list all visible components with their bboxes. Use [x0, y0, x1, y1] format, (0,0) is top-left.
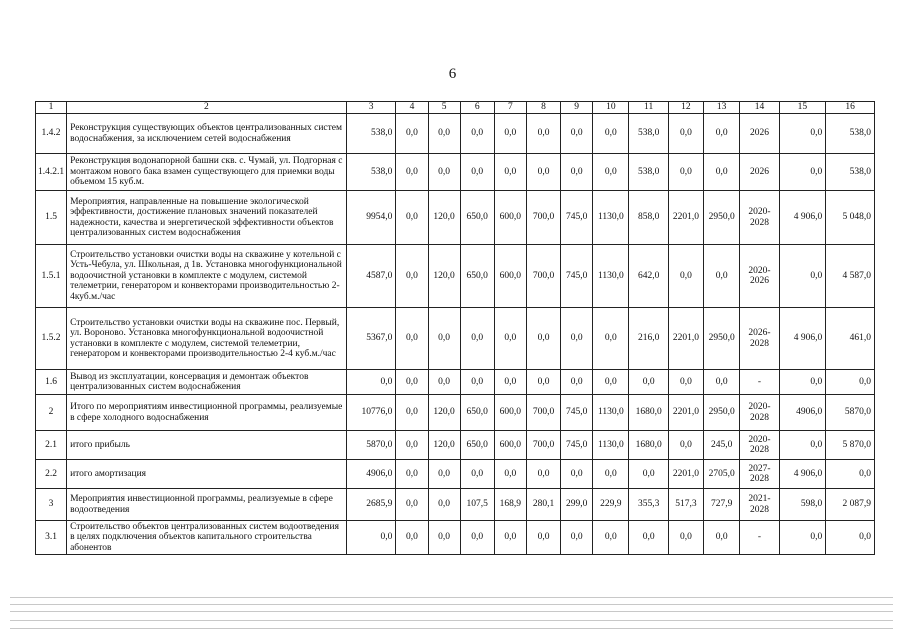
header-cell: 1: [36, 102, 67, 114]
table-row: [36, 191, 875, 245]
value-cell: 700,0: [526, 395, 560, 431]
page-number: 6: [448, 66, 457, 82]
value-cell: 0,0: [494, 154, 526, 191]
value-cell: 0,0: [526, 114, 560, 154]
table-row: [36, 489, 875, 521]
value-cell: 4587,0: [346, 245, 396, 308]
value-cell: 0,0: [826, 521, 875, 555]
value-cell: 0,0: [460, 114, 494, 154]
row-description: Строительство объектов централизованных систем водоотведения в целях подключения объектов капитального строительства абонентов: [67, 521, 347, 555]
header-cell: 3: [346, 102, 396, 114]
value-cell: 0,0: [460, 154, 494, 191]
value-cell: 538,0: [346, 114, 396, 154]
value-cell: 0,0: [494, 370, 526, 395]
table-row: [36, 431, 875, 460]
value-cell: 0,0: [593, 154, 629, 191]
value-cell: 650,0: [460, 431, 494, 460]
row-description: итого прибыль: [67, 431, 347, 460]
header-cell: 5: [428, 102, 460, 114]
row-number: 2: [36, 395, 67, 431]
value-cell: -: [740, 521, 779, 555]
value-cell: 0,0: [704, 245, 740, 308]
value-cell: 0,0: [428, 154, 460, 191]
header-cell: 9: [561, 102, 593, 114]
value-cell: 745,0: [561, 431, 593, 460]
row-number: 2.1: [36, 431, 67, 460]
value-cell: 0,0: [526, 370, 560, 395]
row-description: Строительство установки очистки воды на скважине пос. Первый, ул. Вороново. Установка многофункциональной водоочистной установки в комплекте с модулем, системой телеметрии, генератором и конвекторами производительностью 2-4 куб.м./час: [67, 308, 347, 370]
row-number: 2.2: [36, 460, 67, 489]
header-cell: 12: [668, 102, 703, 114]
value-cell: 0,0: [428, 308, 460, 370]
value-cell: 10776,0: [346, 395, 396, 431]
header-cell: 16: [826, 102, 875, 114]
value-cell: 2950,0: [704, 191, 740, 245]
value-cell: 0,0: [428, 460, 460, 489]
value-cell: 0,0: [668, 154, 703, 191]
value-cell: 0,0: [526, 308, 560, 370]
value-cell: 0,0: [779, 154, 826, 191]
value-cell: 0,0: [494, 308, 526, 370]
value-cell: 0,0: [668, 521, 703, 555]
value-cell: 2201,0: [668, 308, 703, 370]
value-cell: 0,0: [826, 370, 875, 395]
value-cell: -: [740, 370, 779, 395]
value-cell: 0,0: [396, 154, 428, 191]
value-cell: 0,0: [346, 370, 396, 395]
value-cell: 0,0: [593, 114, 629, 154]
value-cell: 0,0: [779, 114, 826, 154]
row-number: 3: [36, 489, 67, 521]
value-cell: 2950,0: [704, 308, 740, 370]
header-cell: 2: [67, 102, 347, 114]
table-row: [36, 370, 875, 395]
table-row: [36, 460, 875, 489]
value-cell: 5870,0: [826, 395, 875, 431]
value-cell: 700,0: [526, 431, 560, 460]
value-cell: 0,0: [629, 370, 668, 395]
value-cell: 461,0: [826, 308, 875, 370]
value-cell: 355,3: [629, 489, 668, 521]
value-cell: 5 048,0: [826, 191, 875, 245]
value-cell: 0,0: [494, 460, 526, 489]
value-cell: 1680,0: [629, 431, 668, 460]
value-cell: 280,1: [526, 489, 560, 521]
value-cell: 0,0: [428, 370, 460, 395]
value-cell: 0,0: [460, 370, 494, 395]
value-cell: 0,0: [561, 370, 593, 395]
value-cell: 2201,0: [668, 460, 703, 489]
header-cell: 6: [460, 102, 494, 114]
value-cell: 600,0: [494, 245, 526, 308]
value-cell: 0,0: [396, 370, 428, 395]
value-cell: 538,0: [629, 154, 668, 191]
value-cell: 0,0: [346, 521, 396, 555]
value-cell: 0,0: [396, 245, 428, 308]
value-cell: 0,0: [396, 521, 428, 555]
value-cell: 4 906,0: [779, 308, 826, 370]
value-cell: 598,0: [779, 489, 826, 521]
value-cell: 2020-2028: [740, 191, 779, 245]
value-cell: 2021-2028: [740, 489, 779, 521]
value-cell: 0,0: [460, 460, 494, 489]
value-cell: 0,0: [629, 521, 668, 555]
value-cell: 0,0: [668, 370, 703, 395]
value-cell: 229,9: [593, 489, 629, 521]
value-cell: 2950,0: [704, 395, 740, 431]
value-cell: 5367,0: [346, 308, 396, 370]
value-cell: 0,0: [779, 245, 826, 308]
value-cell: 2026: [740, 154, 779, 191]
value-cell: 1130,0: [593, 431, 629, 460]
table-row: [36, 308, 875, 370]
value-cell: 650,0: [460, 191, 494, 245]
value-cell: 4 906,0: [779, 191, 826, 245]
table-row: [36, 114, 875, 154]
value-cell: 0,0: [704, 114, 740, 154]
row-description: Реконструкция существующих объектов централизованных систем водоснабжения, за исключением сетей водоснабжения: [67, 114, 347, 154]
value-cell: 2026-2028: [740, 308, 779, 370]
value-cell: 0,0: [561, 154, 593, 191]
value-cell: 0,0: [428, 489, 460, 521]
value-cell: 0,0: [396, 191, 428, 245]
value-cell: 1130,0: [593, 245, 629, 308]
value-cell: 0,0: [779, 521, 826, 555]
value-cell: 2705,0: [704, 460, 740, 489]
table-row: [36, 521, 875, 555]
table-row: [36, 245, 875, 308]
value-cell: 107,5: [460, 489, 494, 521]
value-cell: 2027-2028: [740, 460, 779, 489]
value-cell: 600,0: [494, 191, 526, 245]
row-number: 1.4.2: [36, 114, 67, 154]
value-cell: 2685,9: [346, 489, 396, 521]
value-cell: 642,0: [629, 245, 668, 308]
value-cell: 2201,0: [668, 191, 703, 245]
row-description: Мероприятия инвестиционной программы, реализуемые в сфере водоотведения: [67, 489, 347, 521]
value-cell: 4 906,0: [779, 460, 826, 489]
value-cell: 0,0: [629, 460, 668, 489]
header-cell: 15: [779, 102, 826, 114]
value-cell: 0,0: [396, 489, 428, 521]
value-cell: 0,0: [561, 460, 593, 489]
table-row: [36, 395, 875, 431]
row-number: 1.4.2.1: [36, 154, 67, 191]
scan-line: [10, 611, 893, 612]
row-description: итого амортизация: [67, 460, 347, 489]
row-description: Строительство установки очистки воды на скважине у котельной с Усть-Чебула, ул. Школьная, д 1в. Установка многофункциональной водоочистной установки в комплекте с модулем, системой телеметрии, генератором и конвекторами производительностью 2-4куб.м./час: [67, 245, 347, 308]
value-cell: 0,0: [593, 370, 629, 395]
value-cell: 120,0: [428, 431, 460, 460]
value-cell: 2 087,9: [826, 489, 875, 521]
row-number: 1.5: [36, 191, 67, 245]
header-cell: 7: [494, 102, 526, 114]
row-number: 3.1: [36, 521, 67, 555]
header-cell: 14: [740, 102, 779, 114]
value-cell: 0,0: [396, 395, 428, 431]
value-cell: 0,0: [826, 460, 875, 489]
scan-line: [10, 628, 893, 629]
value-cell: 120,0: [428, 395, 460, 431]
value-cell: 0,0: [428, 114, 460, 154]
value-cell: 0,0: [779, 370, 826, 395]
row-number: 1.6: [36, 370, 67, 395]
value-cell: 0,0: [396, 431, 428, 460]
value-cell: 600,0: [494, 395, 526, 431]
value-cell: 0,0: [396, 460, 428, 489]
value-cell: 0,0: [704, 521, 740, 555]
value-cell: 0,0: [704, 154, 740, 191]
value-cell: 0,0: [396, 308, 428, 370]
row-description: Итого по мероприятиям инвестиционной программы, реализуемые в сфере холодного водоснабжения: [67, 395, 347, 431]
value-cell: 4906,0: [346, 460, 396, 489]
value-cell: 538,0: [346, 154, 396, 191]
scan-line: [10, 597, 893, 598]
scan-line: [10, 620, 893, 621]
header-cell: 11: [629, 102, 668, 114]
value-cell: 0,0: [668, 431, 703, 460]
value-cell: 4 587,0: [826, 245, 875, 308]
value-cell: 538,0: [826, 154, 875, 191]
value-cell: 745,0: [561, 191, 593, 245]
value-cell: 0,0: [593, 308, 629, 370]
row-number: 1.5.2: [36, 308, 67, 370]
value-cell: 9954,0: [346, 191, 396, 245]
header-cell: 4: [396, 102, 428, 114]
row-description: Вывод из эксплуатации, консервация и демонтаж объектов централизованных систем водоснабжения: [67, 370, 347, 395]
value-cell: 745,0: [561, 395, 593, 431]
value-cell: 0,0: [460, 521, 494, 555]
value-cell: 0,0: [460, 308, 494, 370]
value-cell: 245,0: [704, 431, 740, 460]
value-cell: 0,0: [593, 460, 629, 489]
value-cell: 700,0: [526, 245, 560, 308]
value-cell: 2026: [740, 114, 779, 154]
value-cell: 120,0: [428, 245, 460, 308]
value-cell: 0,0: [526, 154, 560, 191]
value-cell: 0,0: [704, 370, 740, 395]
value-cell: 0,0: [561, 308, 593, 370]
header-cell: 10: [593, 102, 629, 114]
row-number: 1.5.1: [36, 245, 67, 308]
value-cell: 2020-2028: [740, 395, 779, 431]
value-cell: 0,0: [779, 431, 826, 460]
value-cell: 5 870,0: [826, 431, 875, 460]
row-description: Мероприятия, направленные на повышение экологической эффективности, достижение плановых значений показателей надежности, качества и энергетической эффективности объектов централизованных систем водоснабжения: [67, 191, 347, 245]
value-cell: 0,0: [561, 521, 593, 555]
value-cell: 0,0: [396, 114, 428, 154]
row-description: Реконструкция водонапорной башни скв. с. Чумай, ул. Подгорная с монтажом нового бака взамен существующего для приемки воды объемом 15 куб.м.: [67, 154, 347, 191]
value-cell: 650,0: [460, 395, 494, 431]
value-cell: 120,0: [428, 191, 460, 245]
table-row: [36, 154, 875, 191]
header-row: [36, 102, 875, 114]
investment-program-table: [35, 101, 875, 555]
value-cell: 727,9: [704, 489, 740, 521]
value-cell: 745,0: [561, 245, 593, 308]
value-cell: 5870,0: [346, 431, 396, 460]
header-cell: 13: [704, 102, 740, 114]
value-cell: 1130,0: [593, 395, 629, 431]
value-cell: 2020-2026: [740, 245, 779, 308]
value-cell: 1130,0: [593, 191, 629, 245]
value-cell: 0,0: [593, 521, 629, 555]
value-cell: 0,0: [526, 460, 560, 489]
value-cell: 0,0: [428, 521, 460, 555]
value-cell: 216,0: [629, 308, 668, 370]
value-cell: 858,0: [629, 191, 668, 245]
value-cell: 0,0: [494, 521, 526, 555]
value-cell: 2020-2028: [740, 431, 779, 460]
value-cell: 0,0: [526, 521, 560, 555]
scan-line: [10, 604, 893, 605]
value-cell: 168,9: [494, 489, 526, 521]
value-cell: 0,0: [494, 114, 526, 154]
header-cell: 8: [526, 102, 560, 114]
value-cell: 1680,0: [629, 395, 668, 431]
value-cell: 2201,0: [668, 395, 703, 431]
value-cell: 0,0: [668, 245, 703, 308]
value-cell: 600,0: [494, 431, 526, 460]
value-cell: 0,0: [668, 114, 703, 154]
value-cell: 517,3: [668, 489, 703, 521]
value-cell: 700,0: [526, 191, 560, 245]
value-cell: 538,0: [629, 114, 668, 154]
value-cell: 650,0: [460, 245, 494, 308]
value-cell: 538,0: [826, 114, 875, 154]
value-cell: 0,0: [561, 114, 593, 154]
value-cell: 4906,0: [779, 395, 826, 431]
value-cell: 299,0: [561, 489, 593, 521]
